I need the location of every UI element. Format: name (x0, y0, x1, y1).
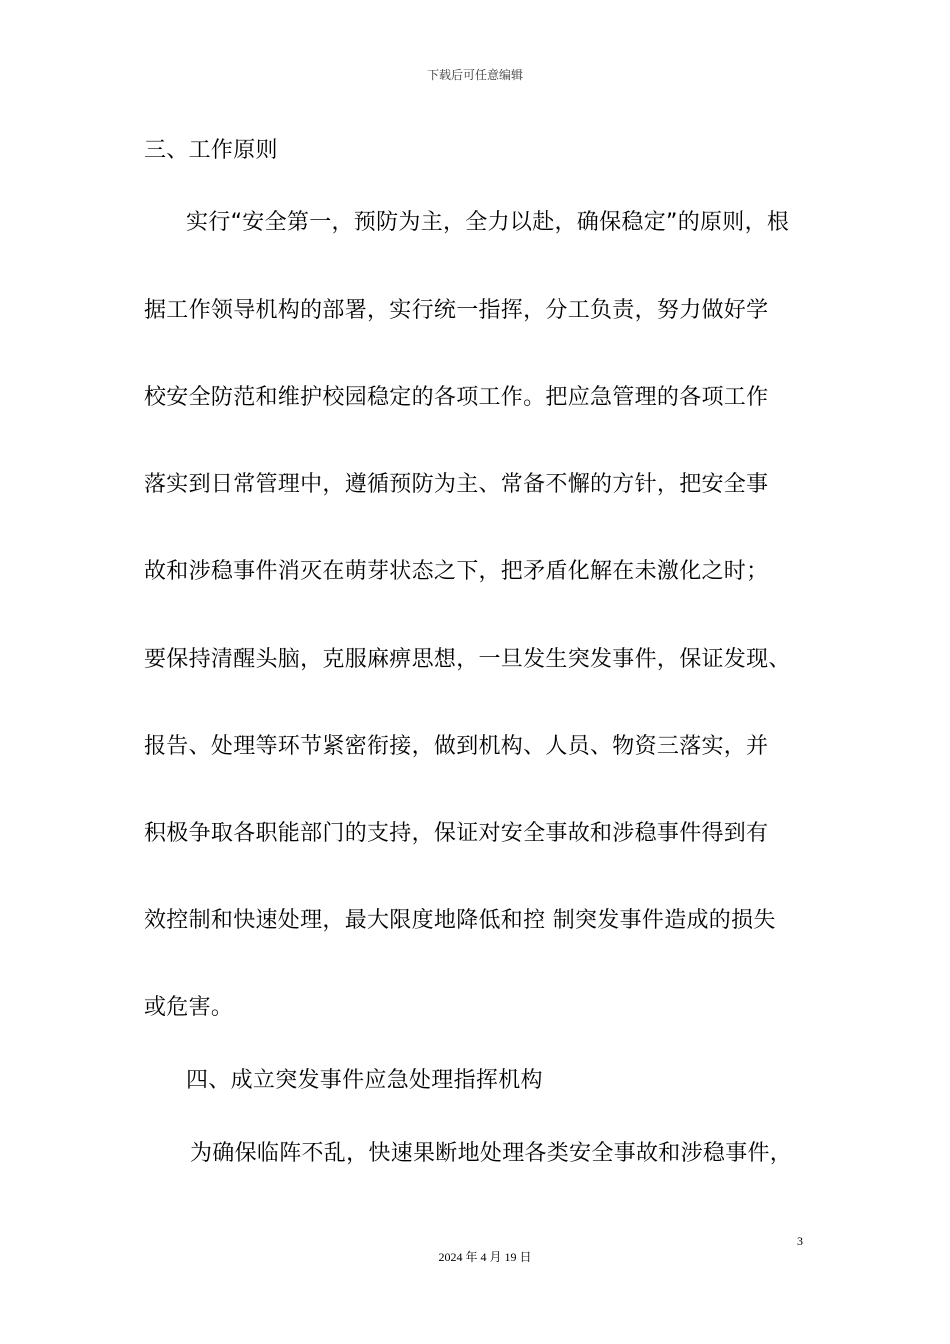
paragraph-line-10: 或危害。 (144, 995, 234, 1020)
section-heading-work-principles: 三、工作原则 (144, 138, 278, 163)
paragraph-line-9: 效控制和快速处理，最大限度地降低和控 制突发事件造成的损失 (144, 908, 776, 933)
paragraph-line-section4: 为确保临阵不乱，快速果断地处理各类安全事故和涉稳事件， (190, 1141, 793, 1166)
paragraph-line-7: 报告、处理等环节紧密衔接，做到机构、人员、物资三落实，并 (144, 734, 769, 759)
paragraph-line-4: 落实到日常管理中，遵循预防为主、常备不懈的方针，把安全事 (144, 472, 769, 497)
paragraph-line-5: 故和涉稳事件消灭在萌芽状态之下，把矛盾化解在未激化之时； (144, 559, 769, 584)
paragraph-line-6: 要保持清醒头脑，克服麻痹思想，一旦发生突发事件，保证发现、 (144, 647, 791, 672)
page-header: 下载后可任意编辑 (426, 68, 523, 82)
paragraph-line-1: 实行“安全第一，预防为主，全力以赴，确保稳定”的原则，根 (186, 210, 790, 235)
page-number: 3 (797, 1234, 803, 1248)
footer-date: 2024 年 4 月 19 日 (438, 1250, 532, 1264)
paragraph-line-3: 校安全防范和维护校园稳定的各项工作。把应急管理的各项工作 (144, 385, 769, 410)
section-heading-command-structure: 四、成立突发事件应急处理指挥机构 (186, 1068, 543, 1093)
paragraph-line-2: 据工作领导机构的部署，实行统一指挥，分工负责，努力做好学 (144, 298, 769, 323)
paragraph-line-8: 积极争取各职能部门的支持，保证对安全事故和涉稳事件得到有 (144, 821, 769, 846)
